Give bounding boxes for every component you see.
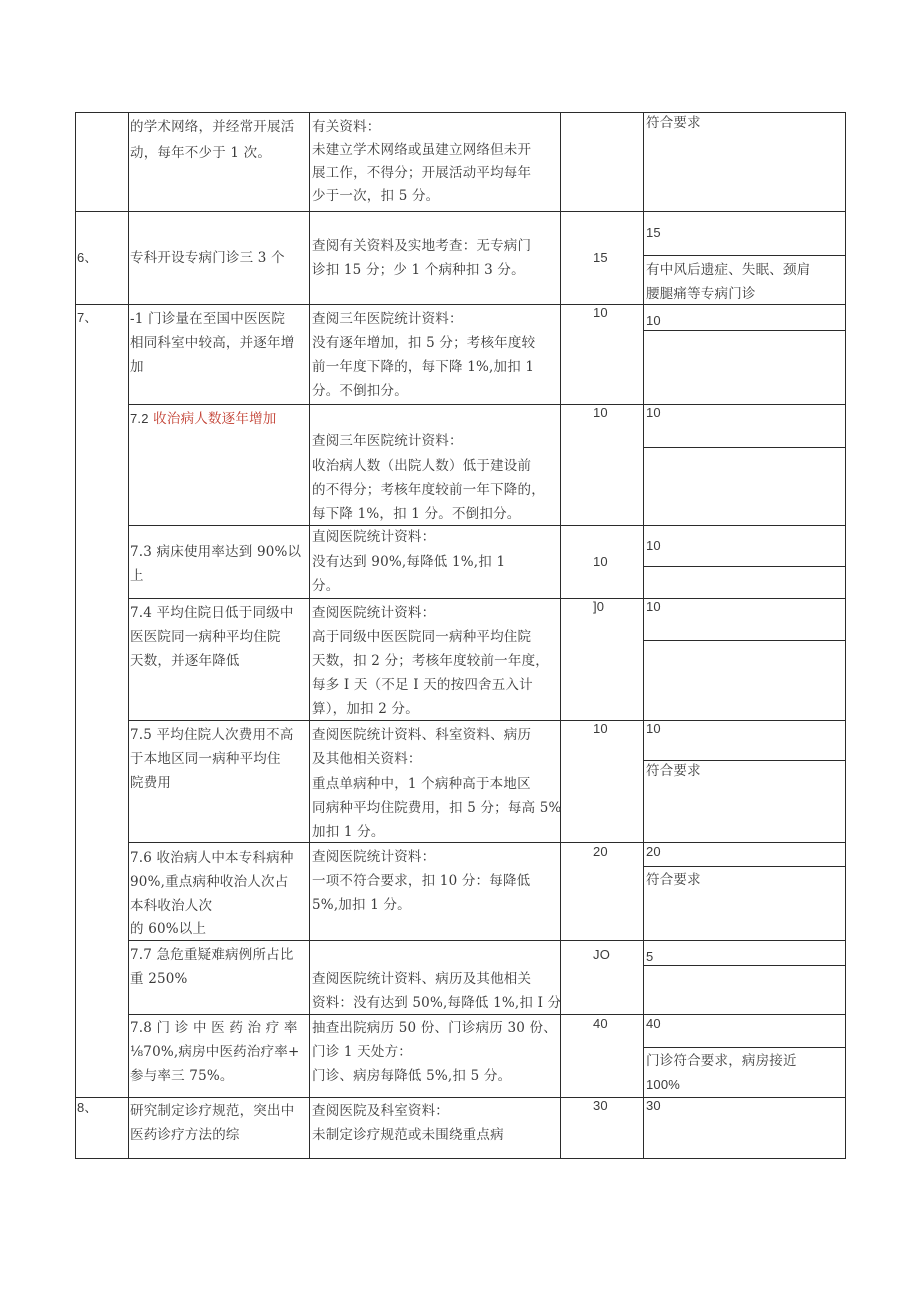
result-cell: 15 [646,225,661,240]
grid-line [128,842,845,843]
score-cell: 10 [593,405,608,420]
method-line: 直阅医院统计资料： [312,529,436,545]
grid-line [75,112,76,1159]
item-line: 动，每年不少于 1 次。 [130,145,272,161]
result-cell: 30 [646,1098,661,1113]
method-line: 资料：没有达到 50%,每降低 1%,扣 I 分 [312,995,562,1011]
method-line: 查阅医院及科室资料： [312,1103,449,1119]
item-line: 加 [130,359,144,375]
score-cell: 10 [593,721,608,736]
method-line: 同病种平均住院费用，扣 5 分；每高 5% [312,800,562,816]
item-line: 7.7 急危重疑难病例所占比 [130,947,294,963]
score-cell: 30 [593,1098,608,1113]
remark-cell: 符合要求 [646,763,701,779]
result-cell: 40 [646,1016,661,1031]
method-line: 未制定诊疗规范或未围绕重点病 [312,1127,504,1143]
item-line: 的学术网络，并经常开展活 [130,119,295,135]
item-text: 收治病人数逐年增加 [153,411,277,427]
result-cell: 10 [646,313,661,328]
score-cell: 15 [593,250,608,265]
method-line: 抽查出院病历 50 份、门诊病历 30 份、 [312,1020,557,1036]
item-line: 7.6 收治病人中本专科病种 [130,850,294,866]
remark-line: 门诊符合要求，病房接近 [646,1053,797,1069]
remark-line: 100% [646,1077,681,1092]
method-line: 分。不倒扣分。 [312,383,408,399]
score-cell: ]0 [593,599,605,614]
score-cell: 10 [593,554,608,569]
grid-line [75,211,845,212]
item-line: 研究制定诊疗规范，突出中 [130,1103,295,1119]
method-line: 查阅医院统计资料、科室资料、病历 [312,727,532,743]
method-line: 每多 I 天（不足 I 天的按四舍五入计 [312,677,533,693]
result-cell: 10 [646,405,661,420]
method-line: 查阅三年医院统计资料： [312,311,463,327]
grid-line [309,112,310,1159]
grid-line [643,1047,845,1048]
remark-cell: 符合要求 [646,115,701,131]
grid-line [643,330,845,331]
method-line: 分。 [312,578,340,594]
grid-line [128,598,845,599]
item-line: 重 250% [130,971,188,987]
grid-line [643,112,644,1159]
method-line: 及其他相关资料： [312,751,422,767]
remark-line: 有中风后遗症、失眠、颈肩 [646,262,811,278]
grid-line [643,566,845,567]
item-line: 医药诊疗方法的综 [130,1127,240,1143]
grid-line [75,1158,845,1159]
method-line: 前一年度下降的，每下降 1%,加扣 1 [312,359,535,375]
item-line: 的 60%以上 [130,921,207,937]
method-line: 有关资料： [312,119,381,135]
grid-line [643,447,845,448]
grid-line [128,720,845,721]
item-number: 7.2 [130,411,149,426]
grid-line [128,404,845,405]
score-cell: 40 [593,1016,608,1031]
method-line: 重点单病种中，1 个病种高于本地区 [312,776,531,792]
item-cell: 专科开设专病门诊三 3 个 [130,250,285,266]
method-line: 的不得分；考核年度较前一年下降的， [312,482,545,498]
item-line: 7.3 病床使用率达到 90%以 [130,544,302,560]
method-line: 每下降 1%，扣 1 分。不倒扣分。 [312,506,521,522]
grid-line [643,866,845,867]
result-cell: 5 [646,949,654,964]
grid-line [128,112,129,1159]
method-line: 诊扣 15 分；少 1 个病种扣 3 分。 [312,262,525,278]
item-line: 7.5 平均住院人次费用不高 [130,727,294,743]
row-number: 6、 [77,250,98,265]
method-line: 查阅医院统计资料： [312,605,436,621]
grid-line [643,965,845,966]
item-line: 90%,重点病种收治人次占 [130,874,289,890]
grid-line [75,1097,845,1098]
method-line: 加扣 1 分。 [312,824,385,840]
item-line: 7.4 平均住院日低于同级中 [130,605,294,621]
item-line: -1 门诊量在至国中医医院 [130,311,286,327]
method-line: 查阅医院统计资料： [312,849,436,865]
method-line: 未建立学术网络或虽建立网络但未开 [312,142,532,158]
result-cell: 10 [646,721,661,736]
item-line: 相同科室中较高，并逐年增 [130,335,295,351]
method-line: 天数，扣 2 分；考核年度较前一年度， [312,653,549,669]
grid-line [643,640,845,641]
item-line: 7.8 门 诊 中 医 药 治 疗 率 [130,1020,298,1036]
item-line: 参与率三 75%。 [130,1068,234,1084]
item-line: 本科收治人次 [130,898,213,914]
score-cell: 20 [593,844,608,859]
grid-line [128,940,845,941]
remark-line: 腰腿痛等专病门诊 [646,286,756,302]
method-line: 没有达到 90%,每降低 1%,扣 1 [312,554,506,570]
score-cell: 10 [593,305,608,320]
item-cell [130,407,276,431]
method-line: 5%,加扣 1 分。 [312,897,411,913]
result-cell: 10 [646,538,661,553]
result-cell: 10 [646,599,661,614]
method-line: 一项不符合要求，扣 10 分：每降低 [312,873,531,889]
item-line: 于本地区同一病种平均住 [130,751,281,767]
row-number: 7、 [77,310,98,325]
item-line: 上 [130,568,144,584]
grid-line [643,255,845,256]
item-line: 天数，并逐年降低 [130,653,240,669]
method-line: 少于一次，扣 5 分。 [312,188,440,204]
method-line: 高于同级中医医院同一病种平均住院 [312,629,532,645]
score-cell: JO [593,947,611,962]
grid-line [75,112,845,113]
item-line: 医医院同一病种平均住院 [130,629,281,645]
grid-line [845,112,846,1159]
method-line: 收治病人数（出院人数）低于建设前 [312,458,532,474]
method-line: 查阅三年医院统计资料： [312,433,463,449]
remark-cell: 符合要求 [646,872,701,888]
method-line: 查阅有关资料及实地考查：无专病门 [312,238,532,254]
method-line: 查阅医院统计资料、病历及其他相关 [312,971,532,987]
item-line: 院费用 [130,775,172,791]
result-cell: 20 [646,844,661,859]
method-line: 算），加扣 2 分。 [312,701,419,717]
method-line: 没有逐年增加，扣 5 分；考核年度较 [312,335,536,351]
method-line: 展工作，不得分；开展活动平均每年 [312,165,532,181]
method-line: 门诊 1 天处方： [312,1044,412,1060]
method-line: 门诊、病房每降低 5%,扣 5 分。 [312,1068,512,1084]
row-number: 8、 [77,1100,98,1115]
item-line: ⅛70%,病房中医药治疗率+ [130,1044,300,1060]
